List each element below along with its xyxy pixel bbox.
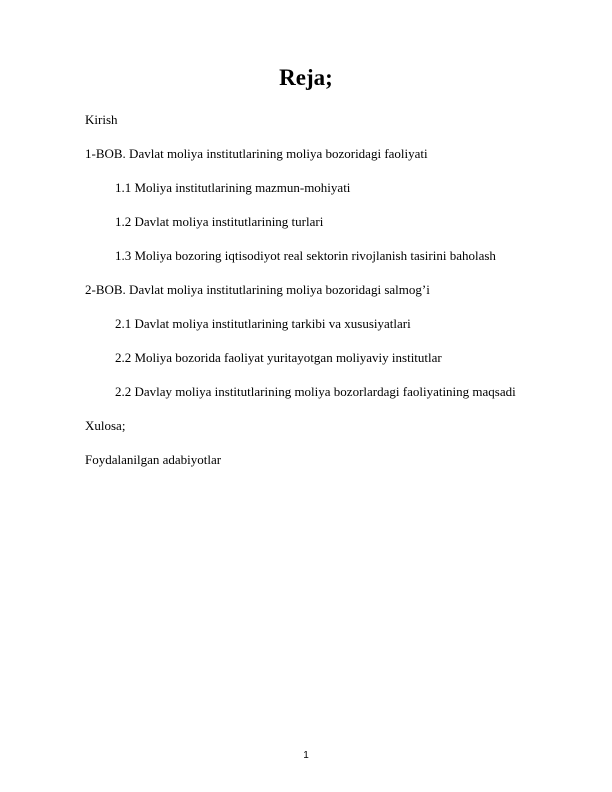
page-number: 1 <box>303 750 309 761</box>
toc-item-section-2-2: 2.2 Moliya bozorida faoliyat yuritayotgan moliyaviy institutlar <box>115 350 442 365</box>
page-title: Reja; <box>279 65 333 90</box>
toc-item-chapter-2: 2-BOB. Davlat moliya institutlarining moliya bozoridagi salmog’i <box>85 282 430 297</box>
toc-item-conclusion: Xulosa; <box>85 418 126 433</box>
toc-item-section-1-2: 1.2 Davlat moliya institutlarining turlari <box>115 214 324 229</box>
toc-item-references: Foydalanilgan adabiyotlar <box>85 452 222 467</box>
toc-item-intro: Kirish <box>85 112 118 127</box>
toc-item-section-2-2b: 2.2 Davlay moliya institutlarining moliya bozorlardagi faoliyatining maqsadi <box>115 384 516 399</box>
toc-item-section-1-3: 1.3 Moliya bozoring iqtisodiyot real sektorin rivojlanish tasirini baholash <box>115 248 496 263</box>
toc-item-section-2-1: 2.1 Davlat moliya institutlarining tarkibi va xususiyatlari <box>115 316 411 331</box>
toc-item-section-1-1: 1.1 Moliya institutlarining mazmun-mohiyati <box>115 180 351 195</box>
toc-item-chapter-1: 1-BOB. Davlat moliya institutlarining moliya bozoridagi faoliyati <box>85 146 428 161</box>
